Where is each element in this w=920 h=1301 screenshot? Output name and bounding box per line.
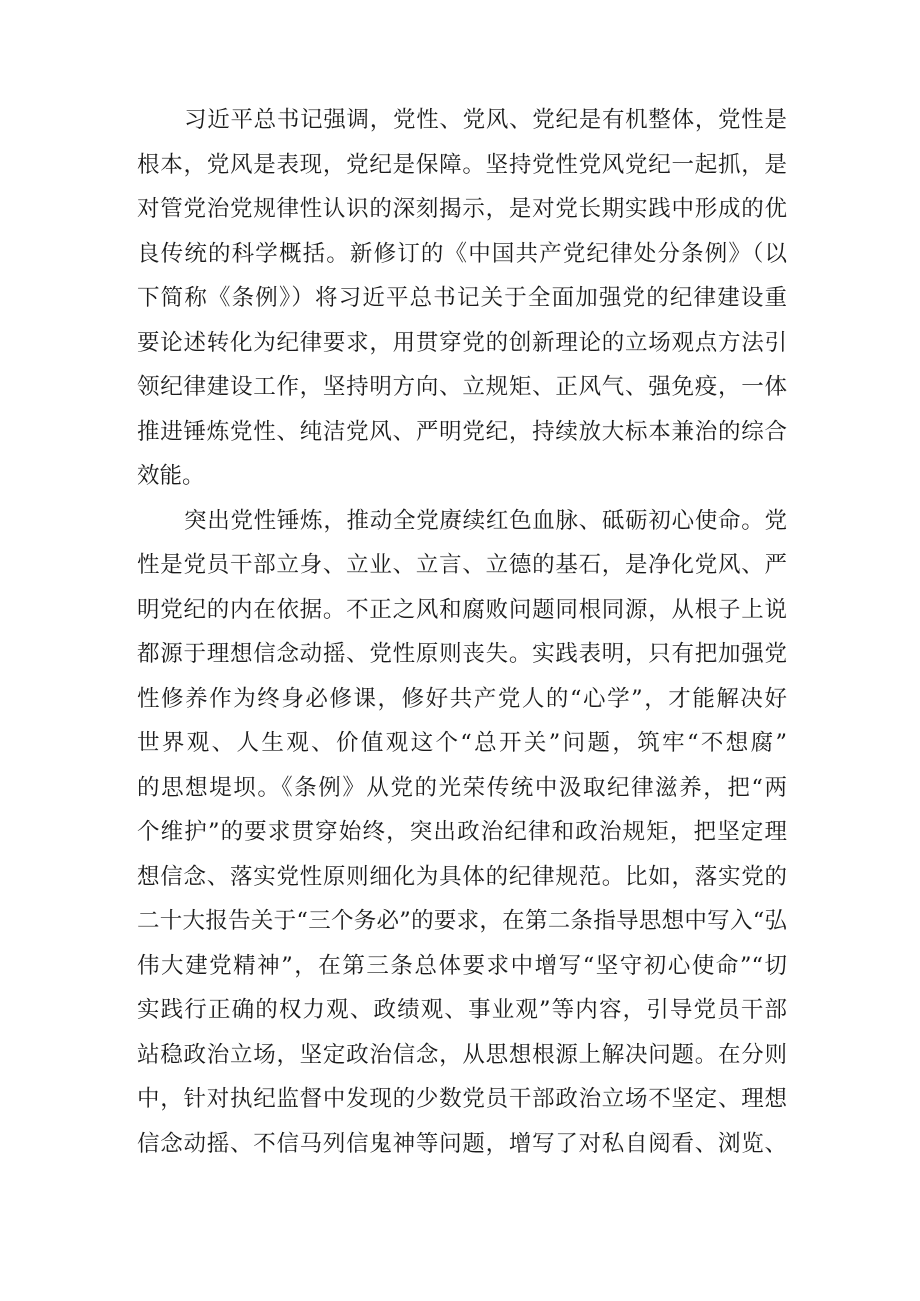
text-line: 明党纪的内在依据。不正之风和腐败问题同根同源，从根子上说 bbox=[137, 596, 787, 623]
text-line: 都源于理想信念动摇、党性原则丧失。实践表明，只有把加强党 bbox=[137, 641, 787, 667]
text-line: 的思想堤坝。《条例》从党的光荣传统中汲取纪律滋养，把“两 bbox=[137, 774, 787, 801]
text-line: 根本，党风是表现，党纪是保障。坚持党性党风党纪一起抓，是 bbox=[137, 151, 787, 178]
text-line: 领纪律建设工作，坚持明方向、立规矩、正风气、强免疫，一体 bbox=[137, 374, 787, 400]
text-line: 下简称《条例》）将习近平总书记关于全面加强党的纪律建设重 bbox=[137, 285, 787, 311]
paragraph-2 bbox=[137, 499, 787, 1167]
text-line: 伟大建党精神”，在第三条总体要求中增写“坚守初心使命”“切 bbox=[137, 952, 787, 979]
text-line: 对管党治党规律性认识的深刻揭示，是对党长期实践中形成的优 bbox=[137, 196, 787, 222]
text-line: 推进锤炼党性、纯洁党风、严明党纪，持续放大标本兼治的综合 bbox=[137, 418, 787, 445]
text-line: 性是党员干部立身、立业、立言、立德的基石，是净化党风、严 bbox=[137, 552, 787, 578]
text-line: 世界观、人生观、价值观这个“总开关”问题，筑牢“不想腐” bbox=[137, 730, 787, 756]
paragraph-1 bbox=[137, 98, 787, 499]
text-line: 中，针对执纪监督中发现的少数党员干部政治立场不坚定、理想 bbox=[137, 1086, 787, 1112]
text-line: 实践行正确的权力观、政绩观、事业观”等内容，引导党员干部 bbox=[137, 997, 787, 1023]
text-line: 个维护”的要求贯穿始终，突出政治纪律和政治规矩，把坚定理 bbox=[137, 819, 787, 845]
text-line: 想信念、落实党性原则细化为具体的纪律规范。比如，落实党的 bbox=[137, 863, 787, 890]
document-body bbox=[137, 98, 787, 1166]
text-line: 效能。 bbox=[137, 463, 205, 489]
text-line: 习近平总书记强调，党性、党风、党纪是有机整体，党性是 bbox=[184, 107, 787, 133]
text-line: 要论述转化为纪律要求，用贯穿党的创新理论的立场观点方法引 bbox=[137, 329, 787, 356]
text-line: 二十大报告关于“三个务必”的要求，在第二条指导思想中写入“弘 bbox=[137, 908, 787, 934]
text-line: 站稳政治立场，坚定政治信念，从思想根源上解决问题。在分则 bbox=[137, 1041, 787, 1068]
text-line: 性修养作为终身必修课，修好共产党人的“心学”，才能解决好 bbox=[137, 685, 787, 712]
text-line: 信念动摇、不信马列信鬼神等问题，增写了对私自阅看、浏览、 bbox=[137, 1130, 787, 1157]
text-line: 良传统的科学概括。新修订的《中国共产党纪律处分条例》（以 bbox=[137, 240, 787, 267]
text-line: 突出党性锤炼，推动全党赓续红色血脉、砥砺初心使命。党 bbox=[184, 507, 787, 534]
